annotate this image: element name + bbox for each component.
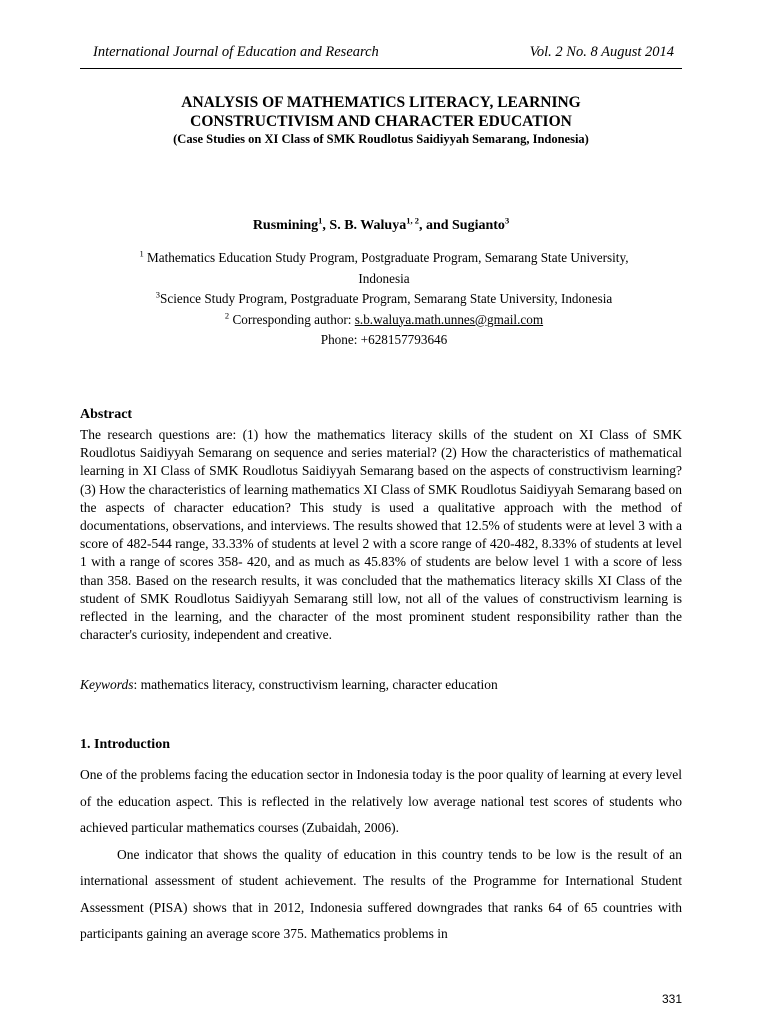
author-3: , and Sugianto (418, 218, 505, 233)
abstract-text: The research questions are: (1) how the mathematics literacy skills of the student on XI Class of SMK Roudlotus Saidiyyah Semarang on sequence and series material? (2) How the characteristics of mathematical learning in XI Class of SMK Roudlotus Saidiyyah Semarang based on the aspects of constructivism learning? (3) How the characteristics of learning mathematics XI Class of SMK Roudlotus Saidiyyah Semarang based on the aspects of character education? This study is used a qualitative approach with the method of documentations, observations, and interviews. The results showed that 12.5% of students were at level 3 with a score of 482-544 range, 33.33% of students at level 2 with a score range of 420-482, 8.33% of students at level 1 with a range of scores 358- 420, and as much as 45.83% of students are below level 1 with a score of less than 358. Based on the research results, it was concluded that the mathematics literacy skills XI Class of the student of SMK Roudlotus Saidiyyah Semarang still low, not all of the values of constructivism learning is reflected in the learning, and the character of the most prominent student responsibility rather than the character's curiosity, independent and creative. (80, 427, 682, 643)
author-1: Rusmining (252, 218, 319, 233)
affiliation-1-text: Mathematics Education Study Program, Postgraduate Program, Semarang State University, (143, 250, 629, 265)
page-number: 331 (661, 992, 682, 1006)
corresponding-author (100, 310, 668, 331)
paper-subtitle: (Case Studies on XI Class of SMK Roudlotus Saidiyyah Semarang, Indonesia) (173, 132, 589, 146)
keywords-label: Keywords (80, 677, 134, 692)
keywords-text: : mathematics literacy, constructivism learning, character education (133, 677, 498, 692)
author-2: , S. B. Waluya (322, 218, 407, 233)
corresponding-sup: 2 (224, 310, 230, 321)
affiliation-1-cont: Indonesia (358, 270, 410, 286)
introduction-body (80, 762, 682, 948)
corresponding-label: Corresponding author: (229, 311, 355, 327)
email-link[interactable]: s.b.waluya.math.unnes@gmail.com (354, 311, 544, 327)
paper-title (80, 93, 682, 148)
section-heading-introduction: 1. Introduction (80, 737, 170, 752)
keywords (80, 677, 682, 693)
paragraph: One indicator that shows the quality of education in this country tends to be low is the result of an international assessment of student achievement. The results of the Programme for International Student Assessment (PISA) shows that in 2012, Indonesia suffered downgrades that ranks 64 of 65 countries with participants gaining an average score 375. Mathematics problems in (80, 846, 682, 941)
paragraph: One of the problems facing the education sector in Indonesia today is the poor quality of learning at every level of the education aspect. This is reflected in the relatively low average national test scores of students who achieved particular mathematics courses (Zubaidah, 2006). (80, 767, 682, 835)
phone: Phone: +628157793646 (320, 332, 448, 347)
running-header (93, 44, 674, 61)
affiliations (100, 248, 668, 351)
header-rule (80, 68, 682, 69)
affiliation-3-text: Science Study Program, Postgraduate Program, Semarang State University, Indonesia (160, 291, 613, 306)
title-line-1: ANALYSIS OF MATHEMATICS LITERACY, LEARNING (181, 94, 581, 111)
author-list (80, 215, 682, 234)
affiliation-3 (100, 289, 668, 310)
author-2-sup: 1, 2 (406, 215, 419, 226)
affiliation-3-sup: 3 (155, 289, 161, 300)
abstract-heading: Abstract (80, 407, 133, 422)
author-1-sup: 1 (318, 215, 323, 226)
issue-info: Vol. 2 No. 8 August 2014 (529, 44, 674, 60)
journal-name: International Journal of Education and Research (93, 44, 379, 60)
affiliation-1-sup: 1 (139, 248, 144, 259)
affiliation-1 (100, 248, 668, 269)
author-3-sup: 3 (504, 215, 510, 226)
title-line-2: CONSTRUCTIVISM AND CHARACTER EDUCATION (190, 113, 572, 130)
